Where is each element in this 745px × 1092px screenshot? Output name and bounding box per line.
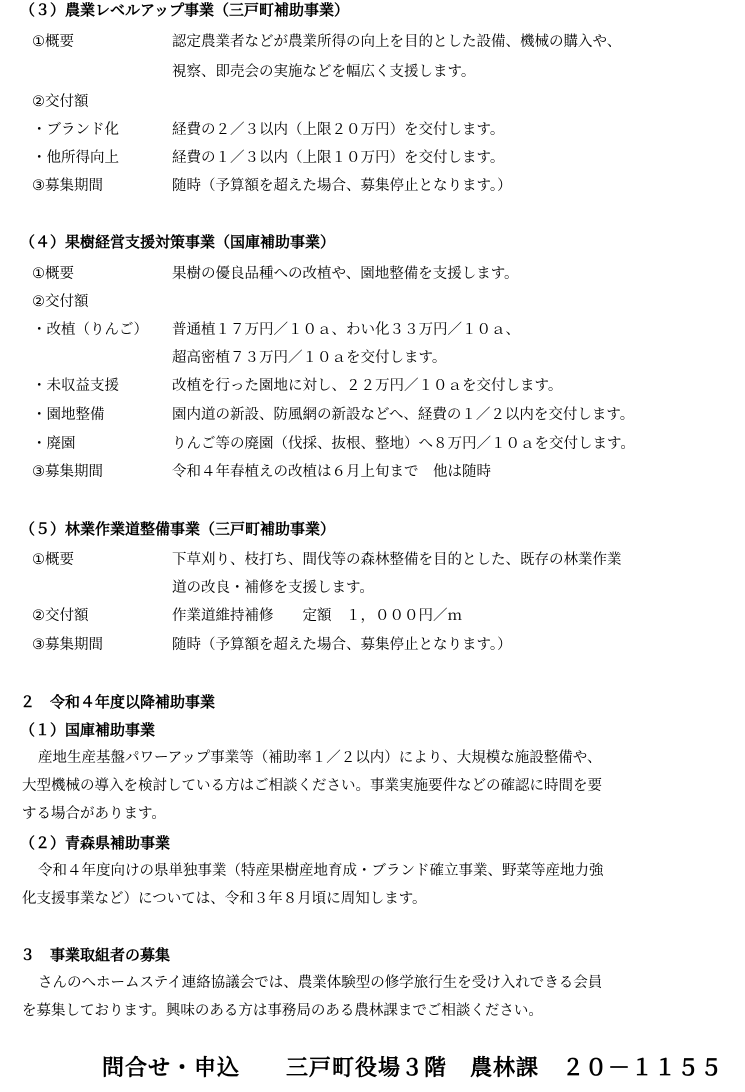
contact-place: 三戸町役場３階 農林課: [286, 1056, 540, 1081]
s4-period-label: ③募集期間: [32, 464, 103, 480]
s4-period-text: 令和４年春植えの改植は６月上旬まで 他は随時: [172, 464, 491, 480]
section-4-heading: （４）果樹経営支援対策事業（国庫補助事業）: [20, 233, 336, 251]
s5-overview-line2: 道の改良・補修を支援します。: [172, 580, 374, 596]
s4-unprofit-text: 改植を行った園地に対し、２２万円／１０ａを交付します。: [172, 378, 563, 394]
s3-overview-line2: 視察、即売会の実施などを幅広く支援します。: [172, 64, 476, 80]
sec3-p-line2: を募集しております。興味のある方は事務局のある農林課までご相談ください。: [22, 1003, 543, 1019]
s4-overview-label: ①概要: [32, 266, 74, 282]
s4-abandon-text: りんご等の廃園（伐採、抜根、整地）へ８万円／１０ａを交付します。: [172, 436, 635, 452]
s4-replant-line1: 普通植１７万円／１０ａ、わい化３３万円／１０ａ、: [172, 322, 520, 338]
contact-label: 問合せ・申込: [102, 1056, 241, 1081]
s4-overview-text: 果樹の優良品種への改植や、園地整備を支援します。: [172, 266, 519, 282]
s3-income-label: ・他所得向上: [32, 150, 119, 166]
s4-replant-label: ・改植（りんご）: [32, 322, 148, 338]
s3-period-text: 随時（予算額を超えた場合、募集停止となります。）: [172, 178, 512, 194]
s4-replant-line2: 超高密植７３万円／１０ａを交付します。: [172, 350, 447, 366]
section-3-recruit-heading: ３ 事業取組者の募集: [20, 946, 171, 964]
section-5-heading: （５）林業作業道整備事業（三戸町補助事業）: [20, 520, 336, 538]
sec2-p2-line1: 令和４年度向けの県単独事業（特産果樹産地育成・ブランド確立事業、野菜等産地力強: [38, 863, 604, 879]
s3-brand-text: 経費の２／３以内（上限２０万円）を交付します。: [172, 122, 505, 138]
s3-amount-label: ②交付額: [32, 94, 89, 110]
s3-overview-line1: 認定農業者などが農業所得の向上を目的とした設備、機械の購入や、: [172, 34, 622, 50]
s4-amount-label: ②交付額: [32, 294, 89, 310]
s5-overview-label: ①概要: [32, 552, 74, 568]
s5-amount-text: 作業道維持補修 定額 １，０００円／ｍ: [172, 608, 462, 624]
sec2-sub2-heading: （２）青森県補助事業: [20, 834, 171, 852]
sec2-p2-line2: 化支援事業など）については、令和３年８月頃に周知します。: [22, 891, 427, 907]
sec2-p1-line2: 大型機械の導入を検討している方はご相談ください。事業実施要件などの確認に時間を要: [22, 778, 602, 794]
section-2-heading: ２ 令和４年度以降補助事業: [20, 693, 216, 711]
sec2-sub1-heading: （１）国庫補助事業: [20, 721, 156, 739]
s4-orchard-label: ・園地整備: [32, 407, 105, 423]
sec2-p1-line3: する場合があります。: [22, 806, 166, 822]
sec3-p-line1: さんのへホームステイ連絡協議会では、農業体験型の修学旅行生を受け入れできる会員: [38, 975, 603, 991]
section-3-heading: （３）農業レベルアップ事業（三戸町補助事業）: [20, 1, 349, 19]
s5-period-label: ③募集期間: [32, 637, 103, 653]
s5-overview-line1: 下草刈り、枝打ち、間伐等の森林整備を目的とした、既存の林業作業: [172, 552, 622, 568]
s4-orchard-text: 園内道の新設、防風網の新設などへ、経費の１／２以内を交付します。: [172, 407, 635, 423]
s3-period-label: ③募集期間: [32, 178, 103, 194]
s4-abandon-label: ・廃園: [32, 436, 76, 452]
contact-phone: ２０－１１５５: [562, 1056, 724, 1081]
s4-unprofit-label: ・未収益支援: [32, 378, 119, 394]
s5-amount-label: ②交付額: [32, 608, 89, 624]
s5-period-text: 随時（予算額を超えた場合、募集停止となります。）: [172, 637, 512, 653]
sec2-p1-line1: 産地生産基盤パワーアップ事業等（補助率１／２以内）により、大規模な施設整備や、: [38, 750, 602, 766]
s3-overview-label: ①概要: [32, 34, 74, 50]
s3-income-text: 経費の１／３以内（上限１０万円）を交付します。: [172, 150, 505, 166]
s3-brand-label: ・ブランド化: [32, 122, 119, 138]
